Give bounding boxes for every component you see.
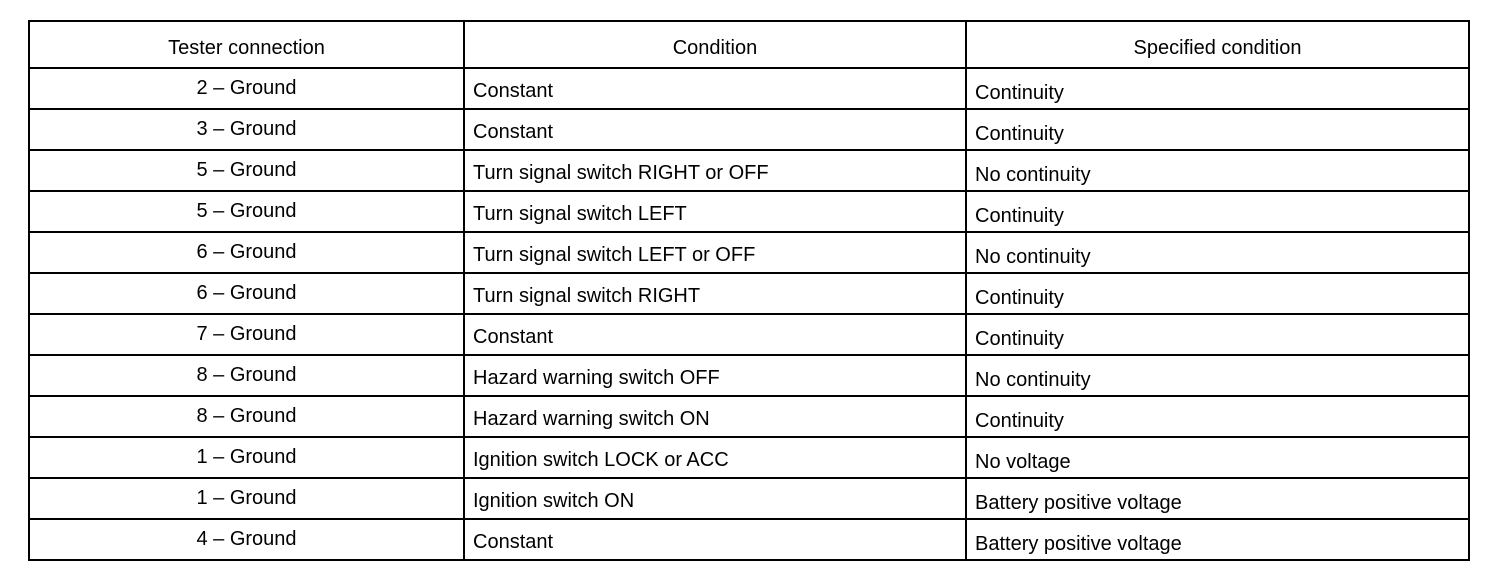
cell-condition bbox=[464, 68, 966, 109]
cell-text: 6 – Ground bbox=[196, 281, 297, 304]
cell-text: Battery positive voltage bbox=[975, 532, 1182, 555]
header-tester-connection: Tester connection bbox=[29, 21, 464, 68]
header-row bbox=[29, 21, 1469, 68]
cell-text: Turn signal switch RIGHT or OFF bbox=[473, 161, 769, 184]
table-body bbox=[29, 68, 1469, 560]
cell-condition bbox=[464, 519, 966, 560]
table-row bbox=[29, 232, 1469, 273]
cell-condition bbox=[464, 109, 966, 150]
cell-specified-condition bbox=[966, 191, 1469, 232]
table-header bbox=[29, 21, 1469, 68]
cell-text: 2 – Ground bbox=[196, 76, 297, 99]
inspection-table-container bbox=[28, 20, 1468, 561]
cell-text: 3 – Ground bbox=[196, 117, 297, 140]
cell-condition bbox=[464, 437, 966, 478]
cell-text: 5 – Ground bbox=[196, 158, 297, 181]
table-row bbox=[29, 478, 1469, 519]
table-row bbox=[29, 437, 1469, 478]
table-row bbox=[29, 68, 1469, 109]
cell-text: Continuity bbox=[975, 122, 1064, 145]
cell-text: Continuity bbox=[975, 204, 1064, 227]
cell-specified-condition bbox=[966, 355, 1469, 396]
cell-tester-connection bbox=[29, 519, 464, 560]
cell-tester-connection bbox=[29, 232, 464, 273]
cell-condition bbox=[464, 478, 966, 519]
switch-inspection-table bbox=[28, 20, 1470, 561]
cell-text: No voltage bbox=[975, 450, 1071, 473]
cell-text: 4 – Ground bbox=[196, 527, 297, 550]
header-condition: Condition bbox=[464, 21, 966, 68]
cell-specified-condition bbox=[966, 273, 1469, 314]
cell-text: 1 – Ground bbox=[196, 445, 297, 468]
cell-specified-condition bbox=[966, 232, 1469, 273]
table-row bbox=[29, 355, 1469, 396]
header-specified-condition: Specified condition bbox=[966, 21, 1469, 68]
cell-text: No continuity bbox=[975, 245, 1091, 268]
table-row bbox=[29, 519, 1469, 560]
cell-condition bbox=[464, 396, 966, 437]
cell-text: Continuity bbox=[975, 409, 1064, 432]
cell-tester-connection bbox=[29, 437, 464, 478]
cell-text: Hazard warning switch OFF bbox=[473, 366, 720, 389]
cell-text: 1 – Ground bbox=[196, 486, 297, 509]
cell-specified-condition bbox=[966, 519, 1469, 560]
cell-text: 8 – Ground bbox=[196, 363, 297, 386]
cell-text: 6 – Ground bbox=[196, 240, 297, 263]
cell-tester-connection bbox=[29, 273, 464, 314]
cell-tester-connection bbox=[29, 191, 464, 232]
cell-condition bbox=[464, 232, 966, 273]
cell-text: Continuity bbox=[975, 81, 1064, 104]
table-row bbox=[29, 314, 1469, 355]
cell-tester-connection bbox=[29, 150, 464, 191]
cell-specified-condition bbox=[966, 150, 1469, 191]
cell-specified-condition bbox=[966, 314, 1469, 355]
cell-tester-connection bbox=[29, 109, 464, 150]
cell-text: Ignition switch ON bbox=[473, 489, 635, 512]
cell-text: 8 – Ground bbox=[196, 404, 297, 427]
cell-tester-connection bbox=[29, 478, 464, 519]
cell-text: No continuity bbox=[975, 163, 1091, 186]
table-row bbox=[29, 273, 1469, 314]
cell-text: Hazard warning switch ON bbox=[473, 407, 710, 430]
table-row bbox=[29, 109, 1469, 150]
cell-specified-condition bbox=[966, 396, 1469, 437]
cell-condition bbox=[464, 150, 966, 191]
cell-text: Constant bbox=[473, 79, 554, 102]
cell-text: Continuity bbox=[975, 286, 1064, 309]
table-row bbox=[29, 191, 1469, 232]
table-row bbox=[29, 150, 1469, 191]
cell-text: Constant bbox=[473, 120, 554, 143]
cell-condition bbox=[464, 191, 966, 232]
cell-condition bbox=[464, 273, 966, 314]
cell-text: Turn signal switch RIGHT bbox=[473, 284, 701, 307]
cell-condition bbox=[464, 314, 966, 355]
table-row bbox=[29, 396, 1469, 437]
cell-tester-connection bbox=[29, 396, 464, 437]
cell-text: Constant bbox=[473, 325, 554, 348]
cell-tester-connection bbox=[29, 68, 464, 109]
cell-tester-connection bbox=[29, 314, 464, 355]
cell-specified-condition bbox=[966, 109, 1469, 150]
cell-text: Constant bbox=[473, 530, 554, 553]
cell-specified-condition bbox=[966, 68, 1469, 109]
cell-specified-condition bbox=[966, 478, 1469, 519]
cell-specified-condition bbox=[966, 437, 1469, 478]
cell-text: Battery positive voltage bbox=[975, 491, 1182, 514]
cell-text: 7 – Ground bbox=[196, 322, 297, 345]
cell-tester-connection bbox=[29, 355, 464, 396]
cell-text: Ignition switch LOCK or ACC bbox=[473, 448, 729, 471]
cell-text: No continuity bbox=[975, 368, 1091, 391]
cell-text: 5 – Ground bbox=[196, 199, 297, 222]
cell-text: Turn signal switch LEFT bbox=[473, 202, 687, 225]
cell-condition bbox=[464, 355, 966, 396]
cell-text: Continuity bbox=[975, 327, 1064, 350]
cell-text: Turn signal switch LEFT or OFF bbox=[473, 243, 756, 266]
